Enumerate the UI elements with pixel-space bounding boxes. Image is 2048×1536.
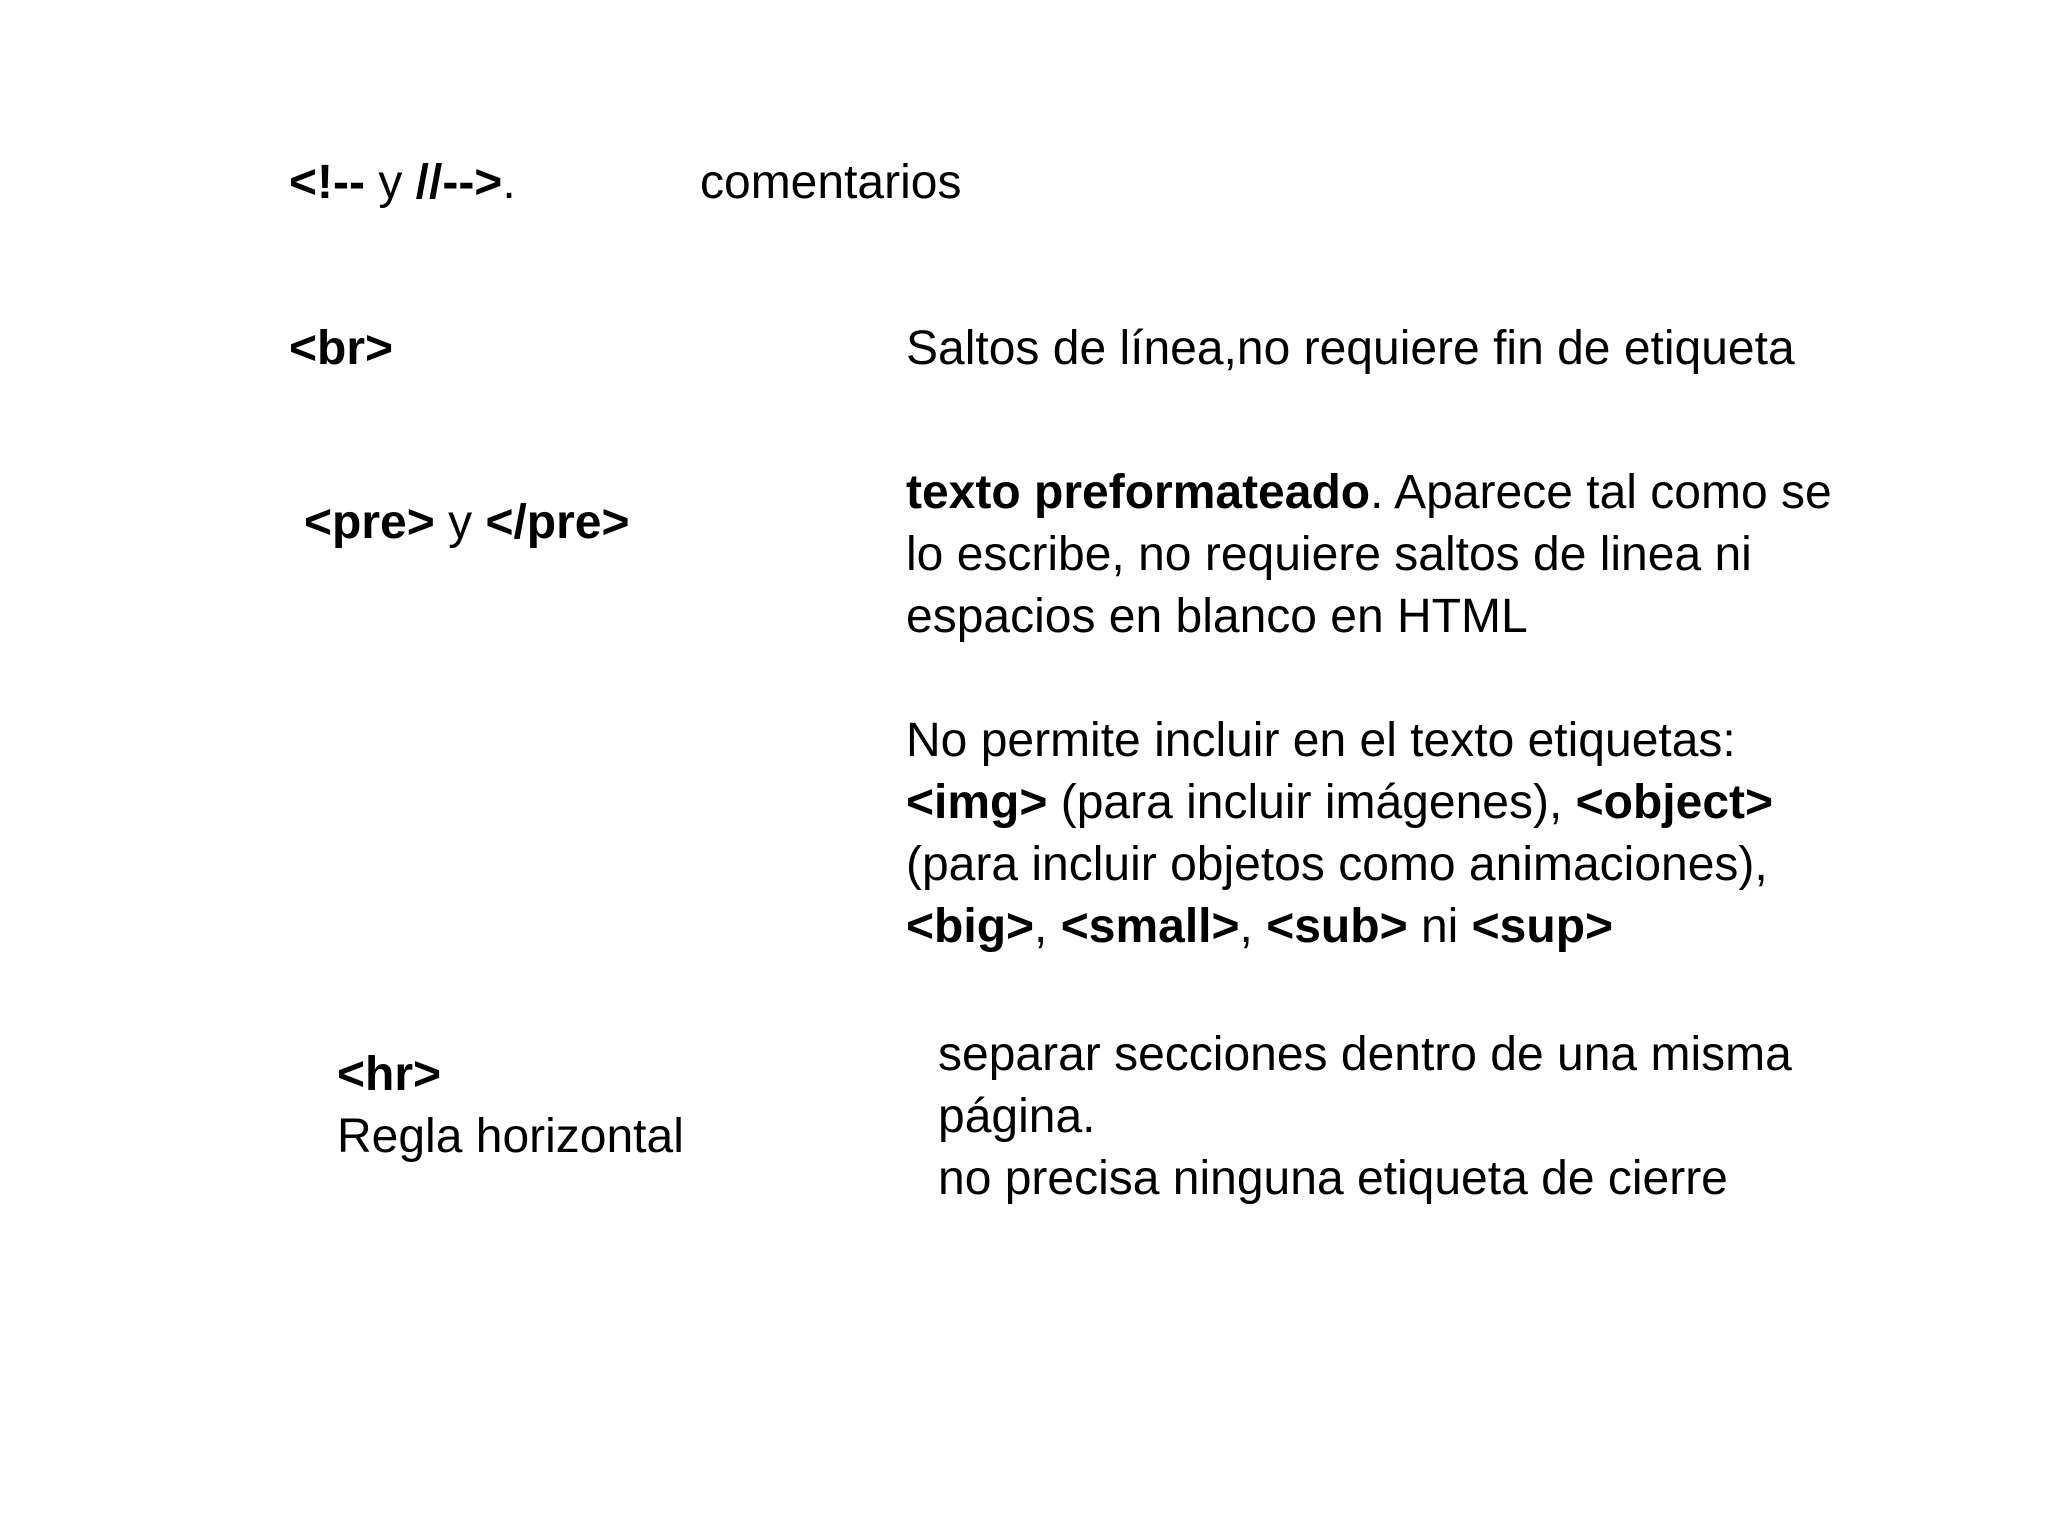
pre-tag-label <box>304 492 630 554</box>
hr-desc-line-3: no precisa ninguna etiqueta de cierre <box>938 1152 1728 1205</box>
pre-desc-line-6: (para incluir objetos como animaciones), <box>906 838 1768 891</box>
pre-desc-lead-rest: . Aparece tal como se <box>1370 466 1832 519</box>
pre-desc-line-1 <box>906 462 1832 524</box>
comment-open-tag: <!-- <box>289 156 365 209</box>
hr-caption: Regla horizontal <box>337 1110 684 1163</box>
comment-close-tag: //--> <box>415 156 503 209</box>
sub-tag: <sub> <box>1266 900 1408 953</box>
img-tag-text: (para incluir imágenes), <box>1047 776 1576 829</box>
big-tag: <big> <box>906 900 1035 953</box>
sep-3: ni <box>1407 900 1472 953</box>
hr-tag-label <box>337 1044 684 1168</box>
sep-2: , <box>1239 900 1267 953</box>
br-tag: <br> <box>289 322 394 375</box>
hr-description <box>938 1024 1792 1210</box>
pre-description <box>906 462 1832 958</box>
pre-desc-line-2: lo escribe, no requiere saltos de linea ni <box>906 528 1752 581</box>
hr-desc-line-1: separar secciones dentro de una misma <box>938 1028 1792 1081</box>
sup-tag: <sup> <box>1471 900 1614 953</box>
pre-desc-line-5 <box>906 772 1832 834</box>
pre-desc-line-4: No permite incluir en el texto etiquetas: <box>906 714 1736 767</box>
comment-joiner: y <box>364 156 416 209</box>
comment-tag-label <box>289 152 516 214</box>
comment-description: comentarios <box>700 156 962 209</box>
object-tag: <object> <box>1575 776 1774 829</box>
pre-desc-lead-bold: texto preformateado <box>906 466 1371 519</box>
pre-open-tag: <pre> <box>304 496 435 549</box>
img-tag: <img> <box>906 776 1048 829</box>
hr-tag <box>337 1044 684 1106</box>
pre-desc-line-3: espacios en blanco en HTML <box>906 590 1528 643</box>
pre-desc-spacer <box>906 648 1832 710</box>
pre-desc-line-7 <box>906 896 1832 958</box>
br-description: Saltos de línea,no requiere fin de etiqueta <box>906 322 1795 375</box>
comment-suffix: . <box>502 156 516 209</box>
hr-tag-text: <hr> <box>337 1048 442 1101</box>
br-tag-label <box>289 318 393 380</box>
pre-joiner: y <box>434 496 486 549</box>
hr-desc-line-2: página. <box>938 1090 1096 1143</box>
sep-1: , <box>1034 900 1061 953</box>
small-tag: <small> <box>1060 900 1240 953</box>
pre-close-tag: </pre> <box>485 496 630 549</box>
